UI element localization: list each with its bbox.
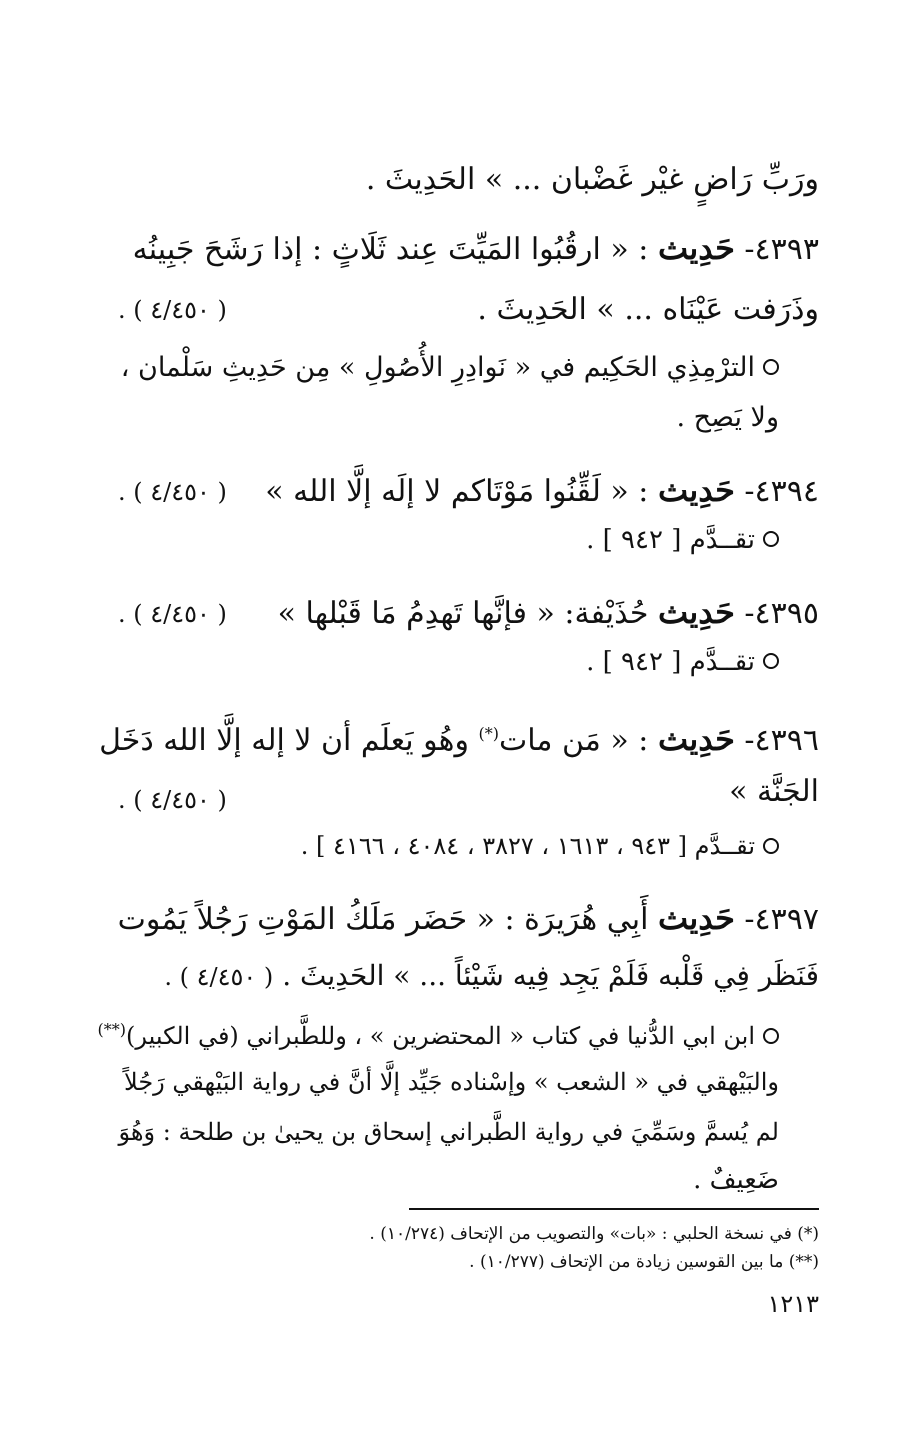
hadith-4394-note1 xyxy=(78,520,779,560)
hadith-number: ٤٣٩٥- xyxy=(744,596,819,631)
hadith-label: حَدِيث xyxy=(657,593,735,631)
hadith-number: ٤٣٩٦- xyxy=(744,723,819,758)
note-text: ابن ابي الدُّنيا في كتاب « المحتضرين » ، وللطَّبراني (في الكبير) xyxy=(126,1022,755,1050)
hadith-4393-note2: ولا يَصِح . xyxy=(676,402,779,433)
hadith-label: حَدِيث xyxy=(657,720,735,758)
hadith-number: ٤٣٩٧- xyxy=(744,902,819,937)
circle-bullet-icon xyxy=(763,531,779,547)
hadith-text: : « لَقِّنُوا مَوْتَاكم لا إلَه إلَّا الله » xyxy=(265,474,649,509)
note-text: الترْمِذِي الحَكِيم في « نَوادِرِ الأُصُولِ » مِن حَدِيثِ سَلْمان ، xyxy=(120,352,755,383)
hadith-text: فَنَظَر فِي قَلْبه فَلَمْ يَجِد فِيه شَيْئاً ... » الحَدِيثَ . xyxy=(282,959,819,992)
hadith-4396-line2: الجَنَّة » xyxy=(729,774,819,809)
hadith-text: : « مَن مات xyxy=(498,723,649,758)
hadith-text: حُذَيْفة: « فإنَّها تَهدِمُ مَا قَبْلها » xyxy=(277,596,649,631)
hadith-4397-line2 xyxy=(78,956,819,997)
hadith-4394-ref: ( ٤/٤٥٠ ) . xyxy=(118,478,227,506)
note-text: تقــدَّم [ ٩٤٢ ] . xyxy=(586,647,755,677)
footnote-2: (**) ما بين القوسين زيادة من الإتحاف (١٠/٢٧٧) . xyxy=(469,1252,819,1272)
hadith-4396-ref: ( ٤/٤٥٠ ) . xyxy=(118,786,227,814)
hadith-4393-note1 xyxy=(78,348,779,388)
hadith-4393-line2: وذَرَفت عَيْنَاه ... » الحَدِيثَ . xyxy=(477,292,819,327)
footnote-1: (*) في نسخة الحلبي : «بات» والتصويب من الإتحاف (١٠/٢٧٤) . xyxy=(369,1224,819,1244)
hadith-number: ٤٣٩٤- xyxy=(744,474,819,509)
hadith-4396-note1 xyxy=(78,826,779,866)
hadith-label: حَدِيث xyxy=(657,899,735,937)
note-text: تقــدَّم [ ٩٤٣ ، ١٦١٣ ، ٣٨٢٧ ، ٤٠٨٤ ، ٤١٦٦ ] . xyxy=(300,832,755,860)
hadith-4395-note1 xyxy=(78,642,779,682)
circle-bullet-icon xyxy=(763,359,779,375)
page-number: ١٢١٣ xyxy=(767,1290,819,1318)
circle-bullet-icon xyxy=(763,1028,779,1044)
hadith-4397-line1 xyxy=(78,898,819,940)
hadith-4397-note2: والبَيْهقي في « الشعب » وإسْناده جَيِّد إلَّا أنَّ في رواية البَيْهقي رَجُلاً xyxy=(124,1068,779,1096)
hadith-text: أَبِي هُرَيرَة : « حَضَر مَلَكُ المَوْتِ رَجُلاً يَمُوت xyxy=(117,902,649,937)
hadith-4397-ref: ( ٤/٤٥٠ ) . xyxy=(164,963,274,991)
footnote-marker: (*) xyxy=(478,724,499,743)
circle-bullet-icon xyxy=(763,653,779,669)
hadith-4393-line1 xyxy=(78,228,819,270)
hadith-4393-ref: ( ٤/٤٥٠ ) . xyxy=(118,296,227,324)
hadith-text-rest: وهُو يَعلَم أن لا إله إلَّا الله دَخَل xyxy=(99,723,469,758)
circle-bullet-icon xyxy=(763,838,779,854)
hadith-label: حَدِيث xyxy=(657,471,735,509)
hadith-4397-note3: لم يُسمَّ وسَمِّيَ في رواية الطَّبراني إسحاق بن يحيىٰ بن طلحة : وَهُوَ xyxy=(118,1118,779,1146)
intro-line: ورَبِّ رَاضٍ غيْر غَضْبان ... » الحَدِيثَ . xyxy=(365,162,819,197)
hadith-number: ٤٣٩٣- xyxy=(744,232,819,267)
hadith-4397-note4: ضَعِيفٌ . xyxy=(693,1165,779,1195)
hadith-label: حَدِيث xyxy=(657,229,735,267)
hadith-4396-line1 xyxy=(78,714,819,761)
footnote-marker: (**) xyxy=(97,1020,126,1039)
note-text: تقــدَّم [ ٩٤٢ ] . xyxy=(586,525,755,555)
footnote-divider xyxy=(409,1208,819,1210)
hadith-4397-note1 xyxy=(78,1010,779,1056)
hadith-text: : « ارقُبُوا المَيِّتَ عِند ثَلَاثٍ : إذا رَشَحَ جَبِينُه xyxy=(132,232,649,267)
hadith-4395-ref: ( ٤/٤٥٠ ) . xyxy=(118,600,227,628)
